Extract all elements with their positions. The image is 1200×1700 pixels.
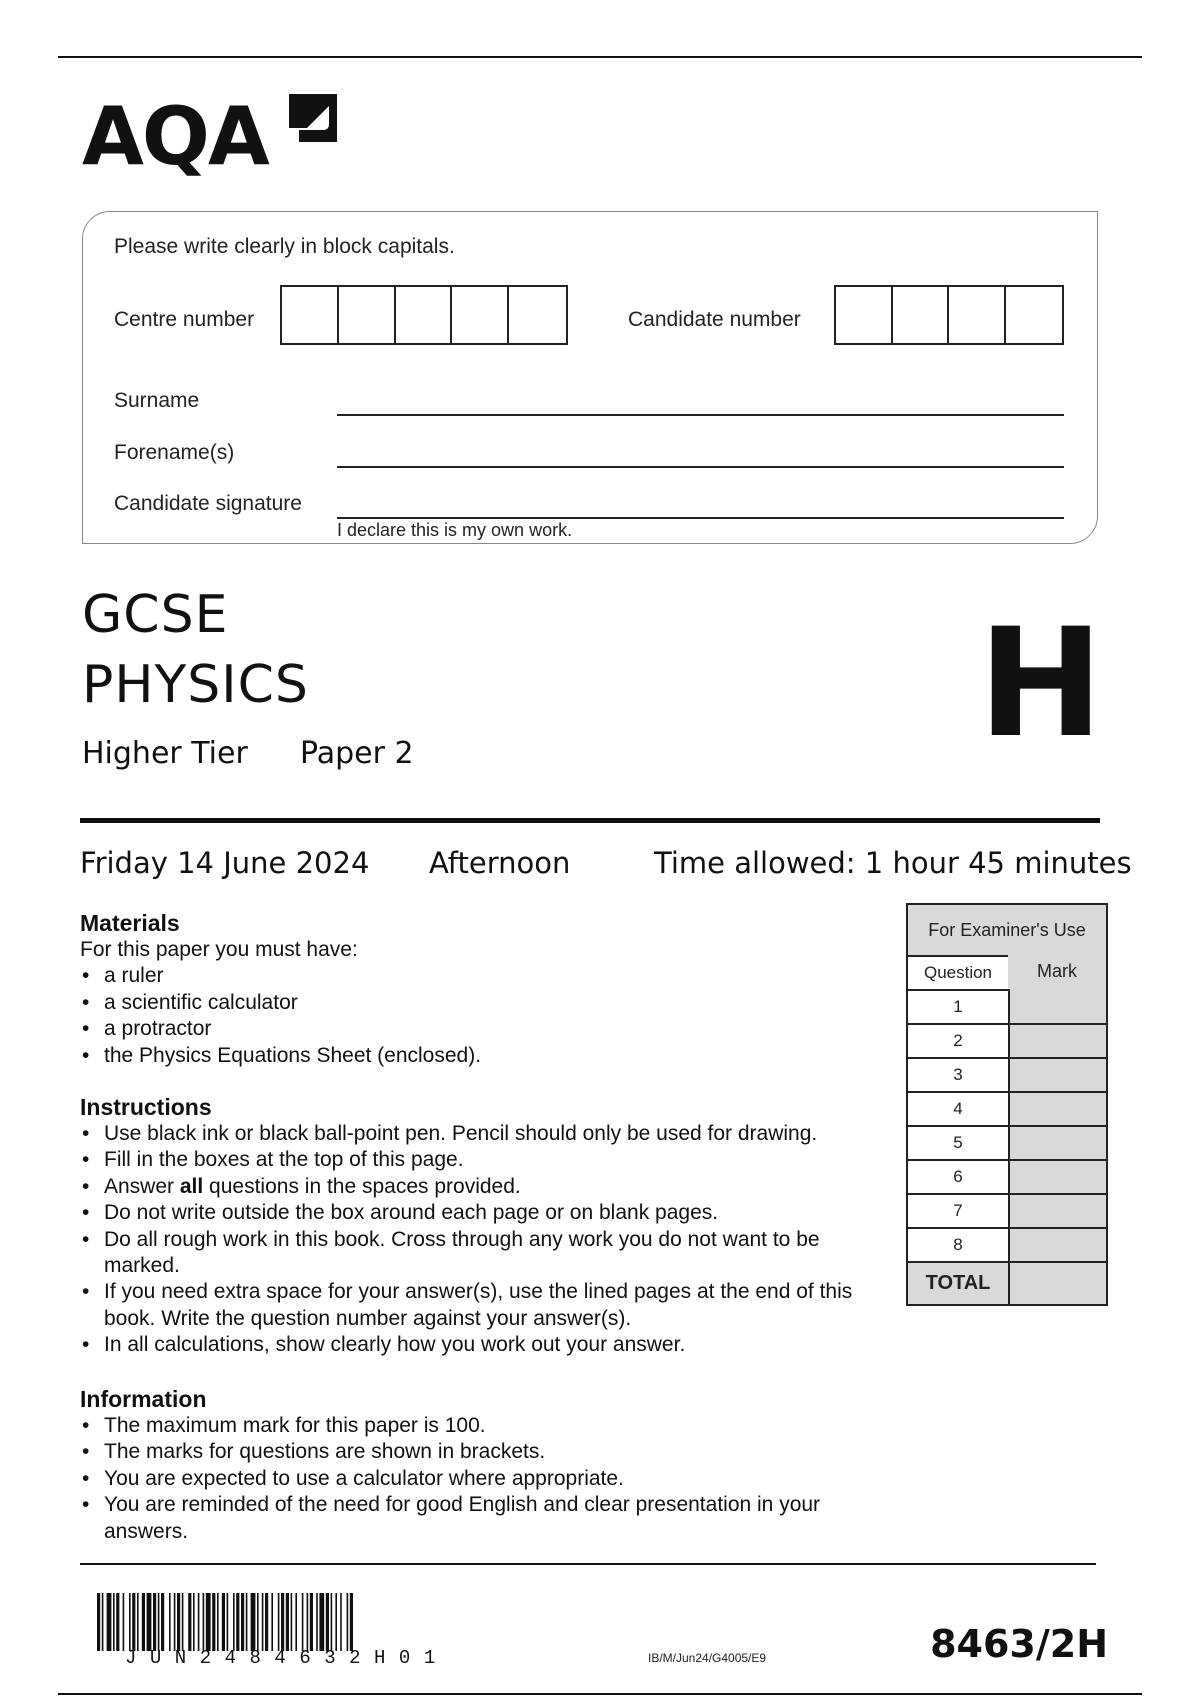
list-item: • In all calculations, show clearly how you work out your answer.: [80, 1332, 870, 1358]
table-row: [908, 1193, 1106, 1227]
table-row: [908, 1159, 1106, 1193]
barcode-bar: [123, 1593, 125, 1651]
barcode-bar: [251, 1593, 256, 1651]
heavy-rule: [80, 818, 1100, 823]
information-section: [80, 1385, 900, 1545]
barcode-bar: [241, 1593, 244, 1651]
centre-number-boxes[interactable]: [280, 285, 568, 345]
mark-cell[interactable]: [1008, 1057, 1106, 1091]
barcode-bar: [147, 1593, 152, 1651]
barcode-bar: [291, 1593, 293, 1651]
mark-cell[interactable]: [1008, 1023, 1106, 1057]
mark-cell[interactable]: [1008, 1159, 1106, 1193]
table-row: [908, 1057, 1106, 1091]
barcode-bar: [295, 1593, 297, 1651]
table-row: [908, 1227, 1106, 1261]
table-header-row: [908, 955, 1106, 989]
question-number: 8: [908, 1227, 1008, 1261]
barcode-bar: [310, 1593, 313, 1651]
barcode-text: JUN2484632H01: [125, 1647, 449, 1669]
list-item: • Use black ink or black ball-point pen. Pencil should only be used for drawing.: [80, 1121, 870, 1147]
time-allowed: Time allowed: 1 hour 45 minutes: [654, 846, 1132, 880]
barcode-bar: [107, 1593, 112, 1651]
subject-title: PHYSICS: [82, 655, 309, 715]
barcode-bar: [319, 1593, 324, 1651]
centre-digit-box[interactable]: [339, 287, 396, 343]
barcode-bar: [188, 1593, 191, 1651]
list-item: • If you need extra space for your answer(s), use the lined pages at the end of this book. Write the question number against your answer(s).: [80, 1279, 870, 1332]
table-row: [908, 1023, 1106, 1057]
centre-number-label: Centre number: [114, 308, 255, 331]
mark-cell[interactable]: [1008, 1125, 1106, 1159]
barcode-bar: [246, 1593, 248, 1651]
list-item: • a ruler: [80, 963, 900, 989]
question-number: 1: [908, 989, 1008, 1023]
surname-line[interactable]: [337, 414, 1064, 416]
question-number: 2: [908, 1023, 1008, 1057]
barcode-bar: [129, 1593, 131, 1651]
top-rule: [58, 56, 1142, 58]
reference-code: IB/M/Jun24/G4005/E9: [648, 1651, 767, 1665]
list-item: [80, 1174, 870, 1200]
barcode-bar: [161, 1593, 164, 1651]
list-item: • Do not write outside the box around each page or on blank pages.: [80, 1200, 870, 1226]
examiners-use-title: For Examiner's Use: [928, 920, 1086, 940]
list-item: • Do all rough work in this book. Cross through any work you do not want to be marked.: [80, 1227, 870, 1280]
question-header: Question: [908, 955, 1008, 989]
barcode-bar: [198, 1593, 200, 1651]
forename-label: Forename(s): [114, 441, 235, 464]
answer-suffix: questions in the spaces provided.: [203, 1174, 521, 1198]
barcode-bar: [233, 1593, 235, 1651]
total-label: TOTAL: [908, 1261, 1008, 1304]
list-item: • a scientific calculator: [80, 990, 900, 1016]
barcode-bar: [227, 1593, 229, 1651]
list-item: • The maximum mark for this paper is 100.: [80, 1413, 900, 1439]
barcode-bar: [316, 1593, 318, 1651]
barcode-bar: [302, 1593, 304, 1651]
centre-digit-box[interactable]: [452, 287, 509, 343]
barcode-bar: [193, 1593, 195, 1651]
question-number: 7: [908, 1193, 1008, 1227]
instructions-section: [80, 1093, 870, 1359]
barcode-bar: [102, 1593, 104, 1651]
materials-intro: For this paper you must have:: [80, 938, 358, 961]
list-item: • You are expected to use a calculator where appropriate.: [80, 1466, 900, 1492]
declaration-text: I declare this is my own work.: [337, 520, 573, 540]
barcode-bar: [177, 1593, 180, 1651]
instructions-list: [80, 1121, 870, 1359]
barcode-bar: [286, 1593, 289, 1651]
materials-section: [80, 909, 900, 1069]
candidate-digit-box[interactable]: [893, 287, 950, 343]
candidate-number-boxes[interactable]: [834, 285, 1064, 345]
surname-label: Surname: [114, 389, 200, 412]
table-row: [908, 1125, 1106, 1159]
barcode-bar: [262, 1593, 264, 1651]
answer-bold: all: [179, 1174, 204, 1198]
mark-cell[interactable]: [1008, 989, 1106, 1023]
barcode-bar: [281, 1593, 284, 1651]
barcode-bar: [236, 1593, 239, 1651]
candidate-digit-box[interactable]: [836, 287, 893, 343]
centre-digit-box[interactable]: [282, 287, 339, 343]
list-item: • the Physics Equations Sheet (enclosed).: [80, 1043, 900, 1069]
paper-code: 8463/2H: [930, 1622, 1108, 1666]
barcode-bar: [206, 1593, 211, 1651]
list-item: • You are reminded of the need for good English and clear presentation in your answers.: [80, 1492, 844, 1545]
list-item: • The marks for questions are shown in brackets.: [80, 1439, 900, 1465]
barcode-bar: [307, 1593, 309, 1651]
barcode-bar: [158, 1593, 160, 1651]
barcode-bar: [116, 1593, 119, 1651]
barcode-bar: [137, 1593, 139, 1651]
barcode-bar: [132, 1593, 135, 1651]
mark-header: Mark: [1008, 955, 1106, 989]
question-number: 4: [908, 1091, 1008, 1125]
aqa-logo: [82, 88, 352, 188]
barcode-bar: [271, 1593, 273, 1651]
barcode-bar: [217, 1593, 219, 1651]
materials-list: [80, 963, 900, 1069]
answer-prefix: Answer: [104, 1174, 180, 1198]
barcode-bar: [331, 1593, 333, 1651]
exam-session: Afternoon: [429, 846, 571, 880]
barcode-bar: [222, 1593, 225, 1651]
centre-digit-box[interactable]: [509, 287, 566, 343]
total-row: [908, 1261, 1106, 1304]
footer-rule: [80, 1563, 1096, 1565]
candidate-digit-box[interactable]: [1006, 287, 1062, 343]
examiners-use-table: [906, 903, 1108, 1306]
mark-cell[interactable]: [1008, 1227, 1106, 1261]
mark-cell[interactable]: [1008, 1193, 1106, 1227]
mark-cell[interactable]: [1008, 1091, 1106, 1125]
question-number: 6: [908, 1159, 1008, 1193]
barcode-bar: [97, 1593, 100, 1651]
question-number: 5: [908, 1125, 1008, 1159]
tier-letter: H: [978, 597, 1104, 771]
signature-line[interactable]: [337, 517, 1064, 519]
barcode-bar: [203, 1593, 205, 1651]
block-capitals-instruction: Please write clearly in block capitals.: [114, 235, 455, 258]
table-row: [908, 989, 1106, 1023]
barcode-bar: [347, 1593, 349, 1651]
barcode-bar: [350, 1593, 353, 1651]
barcode-bar: [340, 1593, 342, 1651]
materials-heading: Materials: [80, 910, 180, 936]
forename-line[interactable]: [337, 466, 1064, 468]
candidate-digit-box[interactable]: [949, 287, 1006, 343]
instructions-heading: Instructions: [80, 1094, 212, 1120]
barcode-bar: [212, 1593, 215, 1651]
barcode-bar: [265, 1593, 268, 1651]
barcode-bar: [326, 1593, 329, 1651]
barcode-bar: [113, 1593, 115, 1651]
candidate-number-label: Candidate number: [628, 308, 801, 331]
exam-date: Friday 14 June 2024: [80, 846, 370, 880]
logo-text: AQA: [82, 90, 268, 183]
centre-digit-box[interactable]: [396, 287, 453, 343]
barcode-bar: [169, 1593, 171, 1651]
logo-mark-icon: [285, 90, 341, 146]
question-number: 3: [908, 1057, 1008, 1091]
barcode-bar: [257, 1593, 259, 1651]
information-heading: Information: [80, 1386, 207, 1412]
paper-label: Paper 2: [300, 736, 414, 771]
table-row: [908, 1091, 1106, 1125]
barcode-bar: [153, 1593, 156, 1651]
barcode-bar: [142, 1593, 145, 1651]
list-item: • Fill in the boxes at the top of this page.: [80, 1147, 870, 1173]
barcode-icon: [97, 1593, 509, 1651]
barcode-bar: [335, 1593, 337, 1651]
bottom-rule: [58, 1693, 1142, 1695]
barcode-bar: [278, 1593, 280, 1651]
list-item: • a protractor: [80, 1016, 900, 1042]
tier-label: Higher Tier: [82, 736, 248, 771]
qualification-title: GCSE: [82, 585, 229, 645]
total-mark-cell[interactable]: [1008, 1261, 1106, 1304]
signature-label: Candidate signature: [114, 492, 302, 515]
barcode-bar: [174, 1593, 176, 1651]
information-list: [80, 1413, 900, 1545]
barcode-bar: [182, 1593, 184, 1651]
